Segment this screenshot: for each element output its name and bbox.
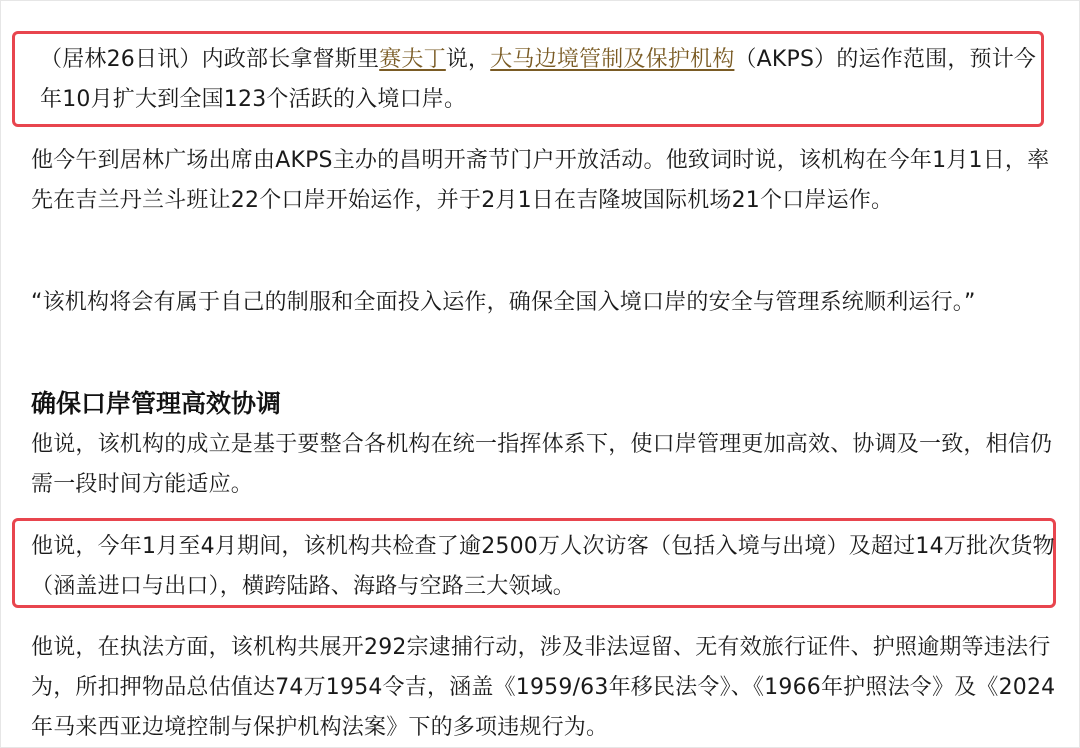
lead-text-after: （AKPS）的运作范围，预计今年10月扩大到全国123个活跃的入境口岸。 bbox=[40, 47, 1037, 112]
link-saifuddin[interactable]: 赛夫丁 bbox=[379, 47, 446, 72]
paragraph-quote: “该机构将会有属于自己的制服和全面投入运作，确保全国入境口岸的安全与管理系统顺利运行。” bbox=[31, 290, 976, 315]
lead-text-mid: 说， bbox=[445, 47, 491, 72]
link-akps[interactable]: 大马边境管制及保护机构 bbox=[490, 47, 735, 72]
paragraph-integration: 他说，该机构的成立是基于要整合各机构在统一指挥体系下，使口岸管理更加高效、协调及一致，相信仍需一段时间方能适应。 bbox=[31, 432, 1053, 497]
paragraph-inspections: 他说，今年1月至4月期间，该机构共检查了逾2500万人次访客（包括入境与出境）及超过14万批次货物（涵盖进口与出口），横跨陆路、海路与空路三大领域。 bbox=[31, 534, 1055, 599]
paragraph-lead bbox=[40, 40, 1040, 120]
paragraph-enforcement: 他说，在执法方面，该机构共展开292宗逮捕行动，涉及非法逗留、无有效旅行证件、护照逾期等违法行为，所扣押物品总估值达74万1954令吉，涵盖《1959/63年移民法令》、《1966年护照法令》及《2024年马来西亚边境控制与保护机构法案》下的多项违规行为。 bbox=[31, 635, 1056, 740]
lead-text-before: （居林26日讯）内政部长拿督斯里 bbox=[40, 47, 380, 72]
paragraph-open-house: 他今午到居林广场出席由AKPS主办的昌明开斋节门户开放活动。他致词时说，该机构在今年1月1日，率先在吉兰丹兰斗班让22个口岸开始运作，并于2月1日在吉隆坡国际机场21个口岸运作。 bbox=[31, 148, 1050, 213]
section-heading: 确保口岸管理高效协调 bbox=[31, 389, 282, 418]
